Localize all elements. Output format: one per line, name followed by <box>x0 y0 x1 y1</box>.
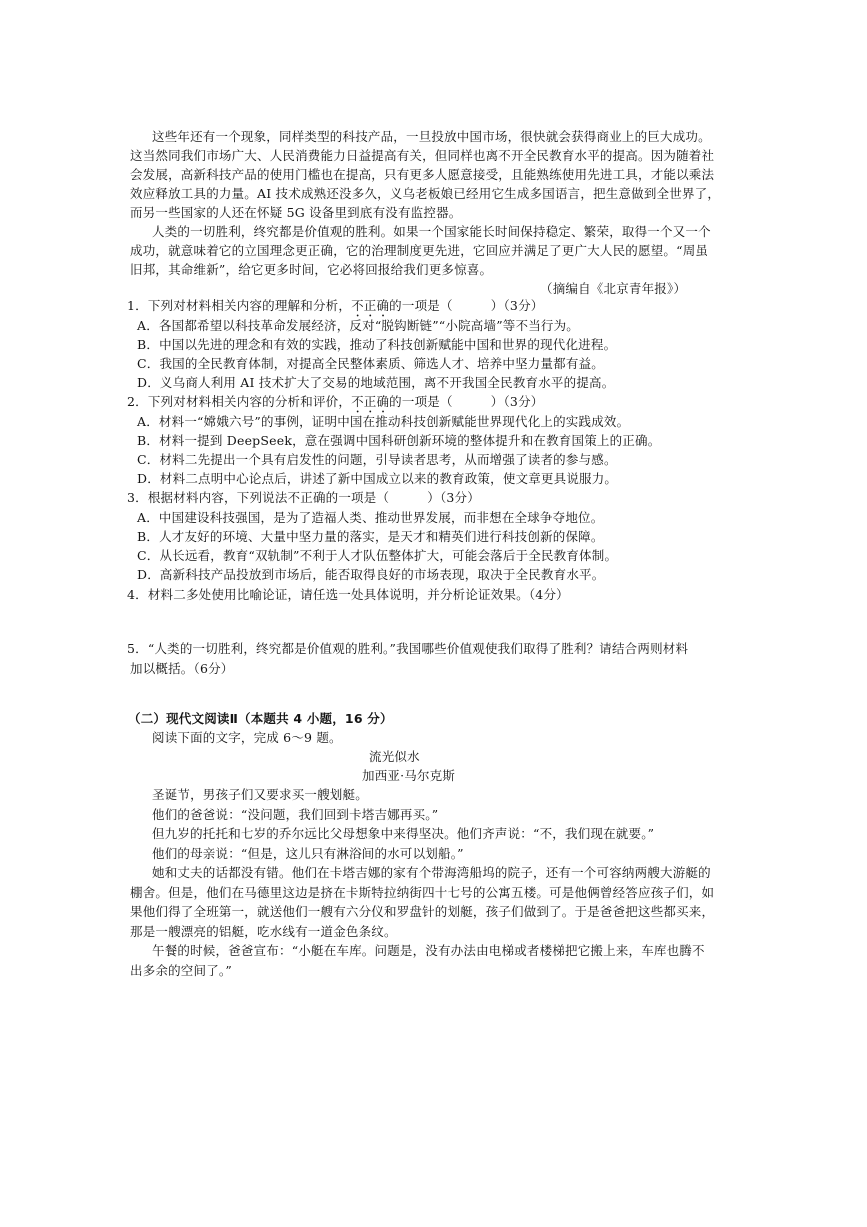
material-paragraph-line: 人类的一切胜利，终究都是价值观的胜利。如果一个国家能长时间保持稳定、繁荣，取得一个又一个 <box>152 224 711 239</box>
question-2-option-a: A．材料一“嫦娥六号”的事例，证明中国在推动科技创新赋能世界现代化上的实践成效。 <box>137 414 630 429</box>
material-paragraph-line: 这当然同我们市场广大、人民消费能力日益提高有关，但同样也离不开全民教育水平的提高。因为随着社 <box>130 148 715 163</box>
question-3-option-d: D．高新科技产品投放到市场后，能否取得良好的市场表现，取决于全民教育水平。 <box>137 567 605 582</box>
question-4-stem: 4．材料二多处使用比喻论证，请任选一处具体说明，并分析论证效果。（4分） <box>127 587 569 602</box>
question-3-option-b: B．人才友好的环境、大量中坚力量的落实，是天才和精英们进行科技创新的保障。 <box>137 529 604 544</box>
story-line: 出多余的空间了。” <box>130 963 232 978</box>
story-line: 那是一艘漂亮的铝艇，吃水线有一道金色条纹。 <box>130 924 397 939</box>
story-line: 她和丈夫的话都没有错。他们在卡塔吉娜的家有个带海湾船坞的院子，还有一个可容纳两艘大游艇的 <box>152 865 711 880</box>
material-paragraph-line: 会发展，高新科技产品的使用门槛也在提高，只有更多人愿意接受，且能熟练使用先进工具，才能以乘法 <box>130 167 715 182</box>
question-3-option-c: C．从长远看，教育“双轨制”不利于人才队伍整体扩大，可能会落后于全民教育体制。 <box>137 548 618 563</box>
story-line: 午餐的时候，爸爸宣布：“小艇在车库。问题是，没有办法由电梯或者楼梯把它搬上来，车库也腾不 <box>152 943 705 958</box>
question-5-stem: 加以概括。（6分） <box>130 661 234 676</box>
story-author: 加西亚·马尔克斯 <box>362 768 456 783</box>
story-line: 他们的爸爸说：“没问题，我们回到卡塔吉娜再买。” <box>152 807 439 822</box>
material-paragraph-line: 旧邦，其命维新”，给它更多时间，它必将回报给我们更多惊喜。 <box>130 262 493 277</box>
question-stem-text: 的一项是（ ）（3分） <box>389 394 544 409</box>
question-stem-text: 的一项是（ ）（3分） <box>389 298 544 313</box>
emphasized-word: 不正确 <box>351 394 390 409</box>
material-paragraph-line: 效应释放工具的力量。AI 技术成熟还没多久，义乌老板娘已经用它生成多国语言，把生意做到全世界了， <box>130 186 721 201</box>
question-1-option-a: A．各国都希望以科技革命发展经济，反对“脱钩断链”“小院高墙”等不当行为。 <box>137 318 579 333</box>
question-stem-text: 2．下列对材料相关内容的分析和评价， <box>127 394 352 409</box>
emphasized-word: 不正确 <box>351 298 390 313</box>
section-heading: （二）现代文阅读Ⅱ（本题共 4 小题，16 分） <box>128 711 393 726</box>
question-3-stem: 3．根据材料内容，下列说法不正确的一项是（ ）（3分） <box>127 490 480 505</box>
question-3-option-a: A．中国建设科技强国，是为了造福人类、推动世界发展，而非想在全球争夺地位。 <box>137 510 604 525</box>
question-5-stem: 5．“人类的一切胜利，终究都是价值观的胜利。”我国哪些价值观使我们取得了胜利？请结合两则材料 <box>127 641 689 656</box>
material-paragraph-line: 这些年还有一个现象，同样类型的科技产品，一旦投放中国市场，很快就会获得商业上的巨大成功。 <box>152 129 711 144</box>
story-line: 圣诞节，男孩子们又要求买一艘划艇。 <box>152 787 368 802</box>
question-2-option-c: C．材料二先提出一个具有启发性的问题，引导读者思考，从而增强了读者的参与感。 <box>137 452 617 467</box>
story-line: 果他们得了全班第一，就送他们一艘有六分仪和罗盘针的划艇，孩子们做到了。于是爸爸把这些都买来， <box>130 904 715 919</box>
question-1-option-d: D．义乌商人利用 AI 技术扩大了交易的地域范围，离不开我国全民教育水平的提高。 <box>137 375 615 390</box>
material-paragraph-line: 而另一些国家的人还在怀疑 5G 设备里到底有没有监控器。 <box>130 205 462 220</box>
story-line: 但九岁的托托和七岁的乔尔远比父母想象中来得坚决。他们齐声说：“不，我们现在就要。” <box>152 826 655 841</box>
question-1-option-b: B．中国以先进的理念和有效的实践，推动了科技创新赋能中国和世界的现代化进程。 <box>137 337 617 352</box>
story-line: 他们的母亲说：“但是，这儿只有淋浴间的水可以划船。” <box>152 846 464 861</box>
question-2-option-b: B．材料一提到 DeepSeek，意在强调中国科研创新环境的整体提升和在教育国策上的正确。 <box>137 433 661 448</box>
material-source: （摘编自《北京青年报》） <box>540 281 687 296</box>
question-2-option-d: D．材料二点明中心论点后，讲述了新中国成立以来的教育政策，使文章更具说服力。 <box>137 471 618 486</box>
section-instruction: 阅读下面的文字，完成 6～9 题。 <box>152 730 342 745</box>
question-1-option-c: C．我国的全民教育体制，对提高全民整体素质、筛选人才、培养中坚力量都有益。 <box>137 356 604 371</box>
material-paragraph-line: 成功，就意味着它的立国理念更正确，它的治理制度更先进，它回应并满足了更广大人民的愿望。“周虽 <box>130 243 709 258</box>
story-line: 棚舍。但是，他们在马德里这边是挤在卡斯特拉纳街四十七号的公寓五楼。可是他俩曾经答应孩子们，如 <box>130 885 715 900</box>
question-stem-text: 1．下列对材料相关内容的理解和分析， <box>127 298 352 313</box>
story-title: 流光似水 <box>369 749 420 764</box>
